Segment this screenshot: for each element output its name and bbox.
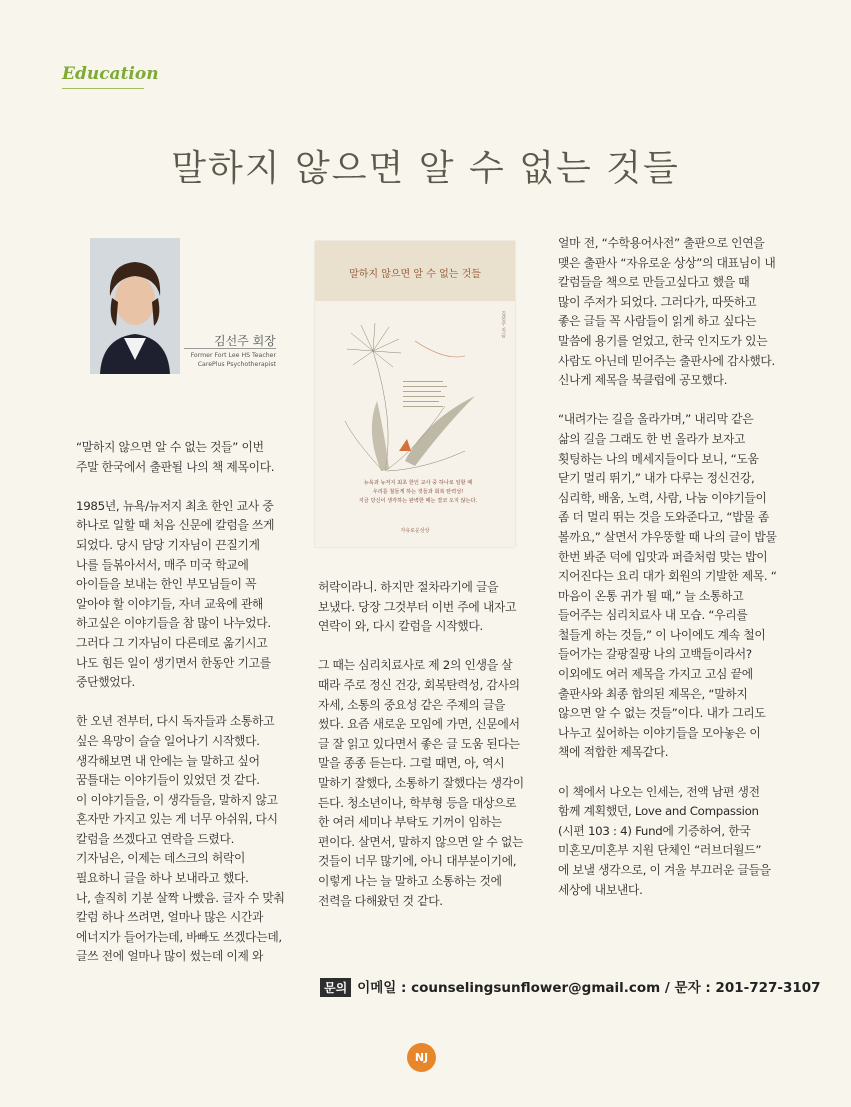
- article-title: 말하지 않으면 알 수 없는 것들: [171, 148, 680, 189]
- author-role-line2: CarePlus Psychotherapist: [197, 361, 276, 368]
- paragraph: 한 오년 전부터, 다시 독자들과 소통하고 싶은 욕망이 슬슬 일어나기 시작했다. 생각해보면 내 안에는 늘 말하고 싶어 꿈틀대는 이야기들이 있었던 것 같다. 이 이야기들을, 이 생각들을, 말하지 않고 혼자만 가지고 있는 게 너무 아쉬워, 다시 칼럼을 쓰겠다고 연락을 드렸다. 기자님은, 이제는 데스크의 허락이 필요하니 글을 하나 보내라고 했다. 나, 솔직히 기분 살짝 나빴음. 글자 수 맞춰 칼럼 하나 쓰려면, 얼마나 많은 시간과 에너지가 들어가는데, 바빠도 쓰겠다는데, 글쓰 전에 얼마나 많이 썼는데 이제 와: [76, 714, 285, 964]
- book-cover-tagline-2: 우리를 철들게 하는 것들과 회복 탄력성!: [372, 489, 464, 495]
- paragraph: 허락이라니. 하지만 절차라기에 글을 보냈다. 당장 그것부터 이번 주에 내자고 연락이 와, 다시 칼럼을 시작했다.: [318, 580, 517, 634]
- paragraph: 이 책에서 나오는 인세는, 전액 남편 생전 함께 계획했던, Love and Compassion (시편 103 : 4) Fund에 기증하여, 한국 미혼모/미혼부 지원 단체인 “러브더월드” 에 보낼 생각으로, 이 겨울 부끄러운 글들을 세상에 내보낸다.: [558, 784, 771, 897]
- article-column-1: [76, 438, 301, 967]
- book-cover-tagline-3: 지금 당신이 생각하는 완벽한 때는 결코 오지 않는다.: [358, 498, 478, 504]
- paragraph: 1985년, 뉴욕/뉴저지 최초 한인 교사 중 하나로 일할 때 처음 신문에 칼럼을 쓰게 되었다. 당시 담당 기자님이 끈질기게 나를 들볶아서서, 매주 미국 학교에 아이들을 보내는 한인 부모님들이 꼭 알아야 할 이야기들, 자녀 교육에 관해 하고싶은 이야기들을 참 많이 나누었다. 그러다 그 기자님이 다른데로 옮기시고 나도 힘든 일이 생기면서 한동안 기고를 중단했었다.: [76, 498, 275, 690]
- book-cover-publisher: 자유로운상상: [400, 528, 430, 534]
- section-underline: [62, 88, 144, 89]
- paragraph: “말하지 않으면 알 수 없는 것들” 이번 주말 한국에서 출판될 나의 책 제목이다.: [76, 440, 275, 474]
- book-cover: [315, 241, 515, 547]
- paragraph: 그 때는 심리치료사로 제 2의 인생을 살 때라 주로 정신 건강, 회복탄력성, 감사의 자세, 소통의 중요성 같은 주제의 글을 썼다. 요즘 새로운 모임에 가면, 신문에서 글 잘 읽고 있다면서 좋은 글 도움 된다는 말을 종종 듣는다. 그럴 때면, 아, 역시 말하기 잘했다, 소통하기 잘했다는 생각이 든다. 청소년이나, 학부형 등을 대상으로 한 여러 세미나 부탁도 기꺼이 임하는 편이다. 살면서, 말하지 않으면 알 수 없는 것들이 너무 많기에, 아니 대부분이기에, 이렇게 나는 늘 말하고 소통하는 것에 전력을 다해왔던 것 같다.: [318, 658, 524, 908]
- book-cover-title: 말하지 않으면 알 수 없는 것들: [349, 269, 481, 280]
- nj-logo: NJ: [407, 1043, 436, 1072]
- contact-text: 이메일 : counselingsunflower@gmail.com / 문자 : 201-727-3107: [357, 980, 821, 996]
- contact-info: [320, 976, 821, 997]
- book-cover-tagline-1: 뉴욕과 뉴저지 최초 한인 교사 중 하나로 일할 때: [363, 480, 473, 486]
- author-photo: [90, 238, 180, 374]
- paragraph: “내려가는 길을 올라가며,” 내리막 같은 삶의 길을 그래도 한 번 올라가 보자고 횟팅하는 나의 메세지들이다 보니, “도움 닫기 멀리 뛰기,” 내가 다루는 정신건강, 심리학, 배움, 노력, 사람, 나눔 이야기들이 좀 더 멀리 뛰는 것을 도와준다고, “밥물 좀 볼까요,” 살면서 갸우뚱할 때 나의 글이 밥물 한번 봐준 덕에 입맛과 퍼즐처럼 맞는 밥이 지어진다는 요리 대가 회원의 기발한 제목. “ 마음이 온통 귀가 될 때,” 늘 소통하고 들어주는 심리치료사 내 모습. “우리를 철들게 하는 것들,” 이 나이에도 계속 철이 들어가는 갈팡질팡 나의 고백들이라서? 이외에도 여러 제목을 가지고 고심 끝에 출판사와 최종 합의된 제목은, “말하지 않으면 알 수 없는 것들”이다. 내가 그리도 나누고 싶어하는 이야기들을 모아놓은 이 책에 적합한 제목같다.: [558, 412, 777, 760]
- book-cover-author: 김선주 지음: [500, 311, 506, 338]
- dandelion-illustration: [315, 301, 515, 501]
- article-column-3: [558, 234, 788, 900]
- author-role-line1: Former Fort Lee HS Teacher: [190, 352, 276, 359]
- article-column-2: [318, 578, 543, 911]
- contact-label: 문의: [320, 978, 351, 997]
- author-divider: [184, 348, 276, 349]
- paragraph: 얼마 전, “수학용어사전” 출판으로 인연을 맺은 출판사 “자유로운 상상”의 대표님이 내 칼럼들을 책으로 만들고싶다고 했을 때 많이 주저가 되었다. 그러다가, 따뜻하고 좋은 글들 꼭 사람들이 읽게 하고 싶다는 말씀에 용기를 얻었고, 한국 인지도가 있는 사람도 아닌데 믿어주는 출판사에 감사했다. 신나게 제목을 북클럽에 공모했다.: [558, 236, 776, 388]
- author-name: 김선주 회장: [214, 334, 276, 348]
- section-label: Education: [62, 64, 159, 84]
